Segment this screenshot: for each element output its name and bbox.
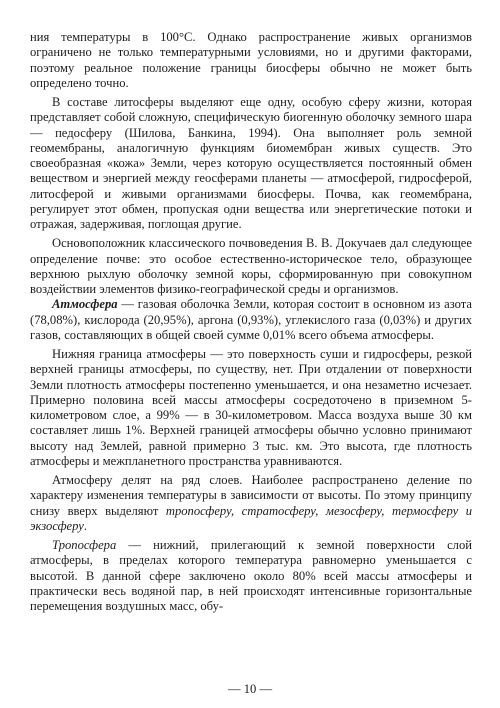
paragraph-pedosphere: [30, 95, 472, 232]
layer-names: тропосферу, стратосферу, мезосферу, термосферу и экзосферу: [30, 503, 472, 533]
term-atmosphere: Атмосфера: [52, 297, 118, 312]
paragraph-troposphere: [30, 538, 472, 614]
paragraph-text: Основоположник классического почвоведения В. В. Докучаев дал следующее определение почве: это особое естественно-историческое тело, образующее верхнюю рыхлую оболочку земной коры, сформированную при совокупном воздействии элементов физико-географической среды и организмов.: [30, 236, 472, 296]
paragraph-text: ния температуры в 100°С. Однако распространение живых организмов ограничено не только температурными условиями, но и другими факторами, поэтому реальное положение границы биосферы обычно не может быть определено точно.: [30, 30, 472, 90]
paragraph-tail: .: [83, 518, 88, 533]
paragraph-atmosphere-layers: [30, 473, 472, 534]
paragraph-atmosphere-boundary: [30, 347, 472, 469]
term-troposphere: Тропосфера: [52, 538, 117, 552]
paragraph-text: Атмосферу делят на ряд слоев. Наиболее распространено деление по характеру изменения температуры в зависимости от высоты. По этому принципу снизу вверх выделяют: [30, 473, 472, 518]
paragraph-biosphere-boundary: [30, 30, 472, 91]
paragraph-text: В составе литосферы выделяют еще одну, особую сферу жизни, которая представляет собой сложную, специфическую биогенную оболочку земного шара — педосферу (Шилова, Банкина, 1994). Она выполняет роль земной геомембраны, аналогичную функциям биомембран живых существ. Это своеобразная «кожа» Земли, через которую осуществляется постоянный обмен веществом и энергией между геосферами планеты — атмосферой, гидросферой, литосферой и живыми организмами биосферы. Почва, как геомембрана, регулирует этот обмен, пропуская одни вещества или энергетические потоки и отражая, задерживая, поглощая другие.: [30, 95, 472, 231]
page-number: — 10 —: [227, 682, 273, 696]
paragraph-text: Нижняя граница атмосферы — это поверхность суши и гидросферы, резкой верхней границы атмосферы, по существу, нет. При отдалении от поверхности Земли плотность атмосферы постепенно уменьшается, и она незаметно исчезает. Примерно половина всей массы атмосферы сосредоточено в приземном 5-километровом слое, а 99% — в 30-километровом. Масса воздуха выше 30 км составляет лишь 1%. Верхней границей атмосферы обычно условно принимают высоту над Землей, равной примерно 3 тыс. км. Это высота, где плотность атмосферы и межпланетного пространства уравниваются.: [30, 347, 472, 468]
paragraph-dokuchaev-definition: [30, 236, 472, 297]
paragraph-atmosphere-definition: [30, 297, 472, 343]
paragraph-text: — нижний, прилегающий к земной поверхности слой атмосферы, в пределах которого температура равномерно уменьшается с высотой. В данной сфере заключено около 80% всей массы атмосферы и практически весь водяной пар, в ней происходят интенсивные горизонтальные перемещения воздушных масс, обу-: [30, 538, 472, 613]
paragraph-text: — газовая оболочка Земли, которая состоит в основном из азота (78,08%), кислорода (20,95%), аргона (0,93%), углекислого газа (0,03%) и других газов, составляющих в общей своей сумме 0,01% всего объема атмосферы.: [30, 297, 472, 342]
page-content: [30, 30, 472, 690]
